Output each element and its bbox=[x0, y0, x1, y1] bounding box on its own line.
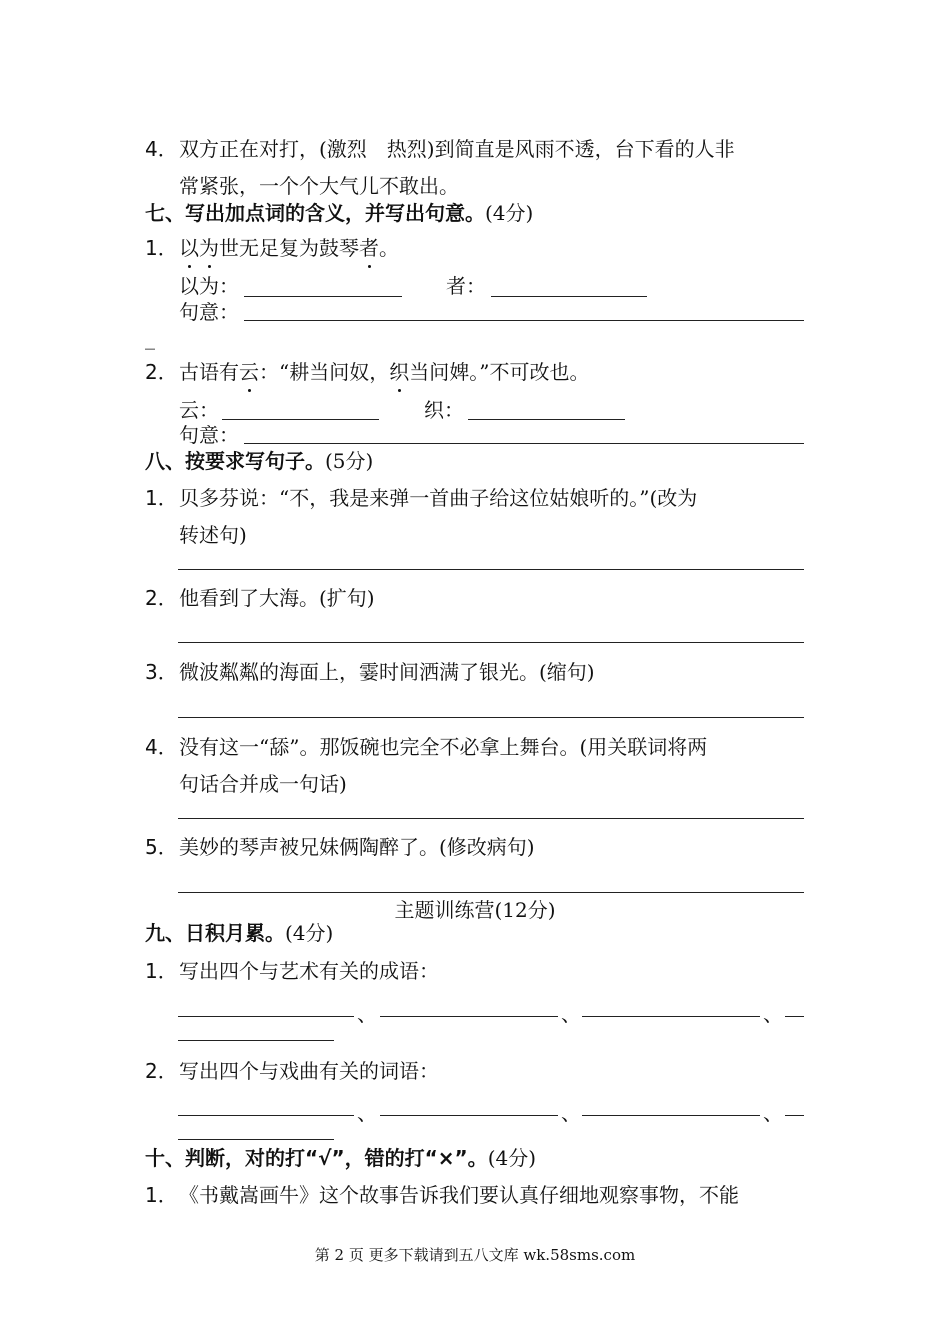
answer-blank[interactable] bbox=[468, 419, 625, 420]
answer-blank[interactable] bbox=[380, 1016, 558, 1017]
answer-blank[interactable] bbox=[178, 1115, 354, 1116]
answer-blank[interactable] bbox=[491, 296, 647, 297]
section-9-heading: 九、日积月累。(4分) bbox=[145, 921, 334, 945]
s9-q1: 1．写出四个与艺术有关的成语： bbox=[145, 959, 439, 983]
answer-blank[interactable] bbox=[178, 1016, 354, 1017]
s7-q2-sentence: 2．古语有云：“耕当问奴，织当问婢。”不可改也。 bbox=[145, 360, 590, 384]
page-footer: 第 2 页 更多下载请到五八文库 wk.58sms.com bbox=[314, 1246, 636, 1264]
separator: 、 bbox=[561, 1002, 581, 1026]
s7-q2-label-b: 织： bbox=[424, 398, 464, 422]
dotted-char: 以 bbox=[179, 236, 199, 260]
separator: 、 bbox=[357, 1002, 377, 1026]
separator: 、 bbox=[561, 1101, 581, 1125]
separator: 、 bbox=[357, 1101, 377, 1125]
answer-blank[interactable] bbox=[785, 1115, 804, 1116]
s8-q1: 1．贝多芬说：“不，我是来弹一首曲子给这位姑娘听的。”(改为 bbox=[145, 486, 698, 510]
separator: 、 bbox=[763, 1002, 783, 1026]
s8-q2: 2．他看到了大海。(扩句) bbox=[145, 586, 375, 610]
dotted-char: 为 bbox=[199, 236, 219, 260]
s7-q2-meaning-label: 句意： bbox=[179, 423, 239, 447]
s9-q2: 2．写出四个与戏曲有关的词语： bbox=[145, 1059, 439, 1083]
dotted-char: 云 bbox=[239, 360, 259, 384]
answer-line[interactable] bbox=[178, 818, 804, 819]
answer-blank[interactable] bbox=[244, 296, 402, 297]
answer-blank[interactable] bbox=[380, 1115, 558, 1116]
s7-q2-label-a: 云： bbox=[179, 398, 219, 422]
answer-line[interactable] bbox=[244, 320, 804, 321]
answer-blank[interactable] bbox=[582, 1115, 760, 1116]
q4-line1: 4．双方正在对打，(激烈 热烈)到简直是风雨不透，台下看的人非 bbox=[145, 137, 735, 161]
section-8-heading: 八、按要求写句子。(5分) bbox=[145, 449, 374, 473]
answer-blank[interactable] bbox=[178, 1139, 334, 1140]
answer-line[interactable] bbox=[178, 569, 804, 570]
s8-q1-line2: 转述句) bbox=[179, 523, 247, 547]
separator: 、 bbox=[763, 1101, 783, 1125]
s8-q3: 3．微波粼粼的海面上，霎时间洒满了银光。(缩句) bbox=[145, 660, 595, 684]
s10-q1: 1．《书戴嵩画牛》这个故事告诉我们要认真仔细地观察事物，不能 bbox=[145, 1183, 739, 1207]
s8-q4-line2: 句话合并成一句话) bbox=[179, 772, 347, 796]
s7-q1-meaning-label: 句意： bbox=[179, 300, 239, 324]
dotted-char: 者 bbox=[359, 236, 379, 260]
s7-q1-label-b: 者： bbox=[446, 274, 486, 298]
answer-blank[interactable] bbox=[222, 419, 379, 420]
dotted-char: 织 bbox=[389, 360, 410, 384]
s8-q4: 4．没有这一“舔”。那饭碗也完全不必拿上舞台。(用关联词将两 bbox=[145, 735, 708, 759]
answer-blank[interactable] bbox=[582, 1016, 760, 1017]
answer-blank[interactable] bbox=[178, 1040, 334, 1041]
section-10-heading: 十、判断，对的打“√”，错的打“×”。(4分) bbox=[145, 1146, 537, 1170]
answer-line[interactable] bbox=[244, 443, 804, 444]
answer-line[interactable] bbox=[178, 642, 804, 643]
s7-q1-sentence: 1．以为世无足复为鼓琴者。 bbox=[145, 236, 399, 260]
s7-q1-label-a: 以为： bbox=[179, 274, 239, 298]
answer-line[interactable] bbox=[178, 892, 804, 893]
answer-line[interactable] bbox=[178, 717, 804, 718]
stray-underscore: _ bbox=[145, 326, 155, 350]
q4-number: 4． bbox=[145, 137, 178, 161]
answer-blank[interactable] bbox=[785, 1016, 804, 1017]
theme-heading: 主题训练营(12分) bbox=[394, 898, 556, 922]
s8-q5: 5．美妙的琴声被兄妹俩陶醉了。(修改病句) bbox=[145, 835, 535, 859]
q4-line2: 常紧张，一个个大气儿不敢出。 bbox=[179, 174, 459, 198]
section-7-heading: 七、写出加点词的含义，并写出句意。(4分) bbox=[145, 201, 534, 225]
